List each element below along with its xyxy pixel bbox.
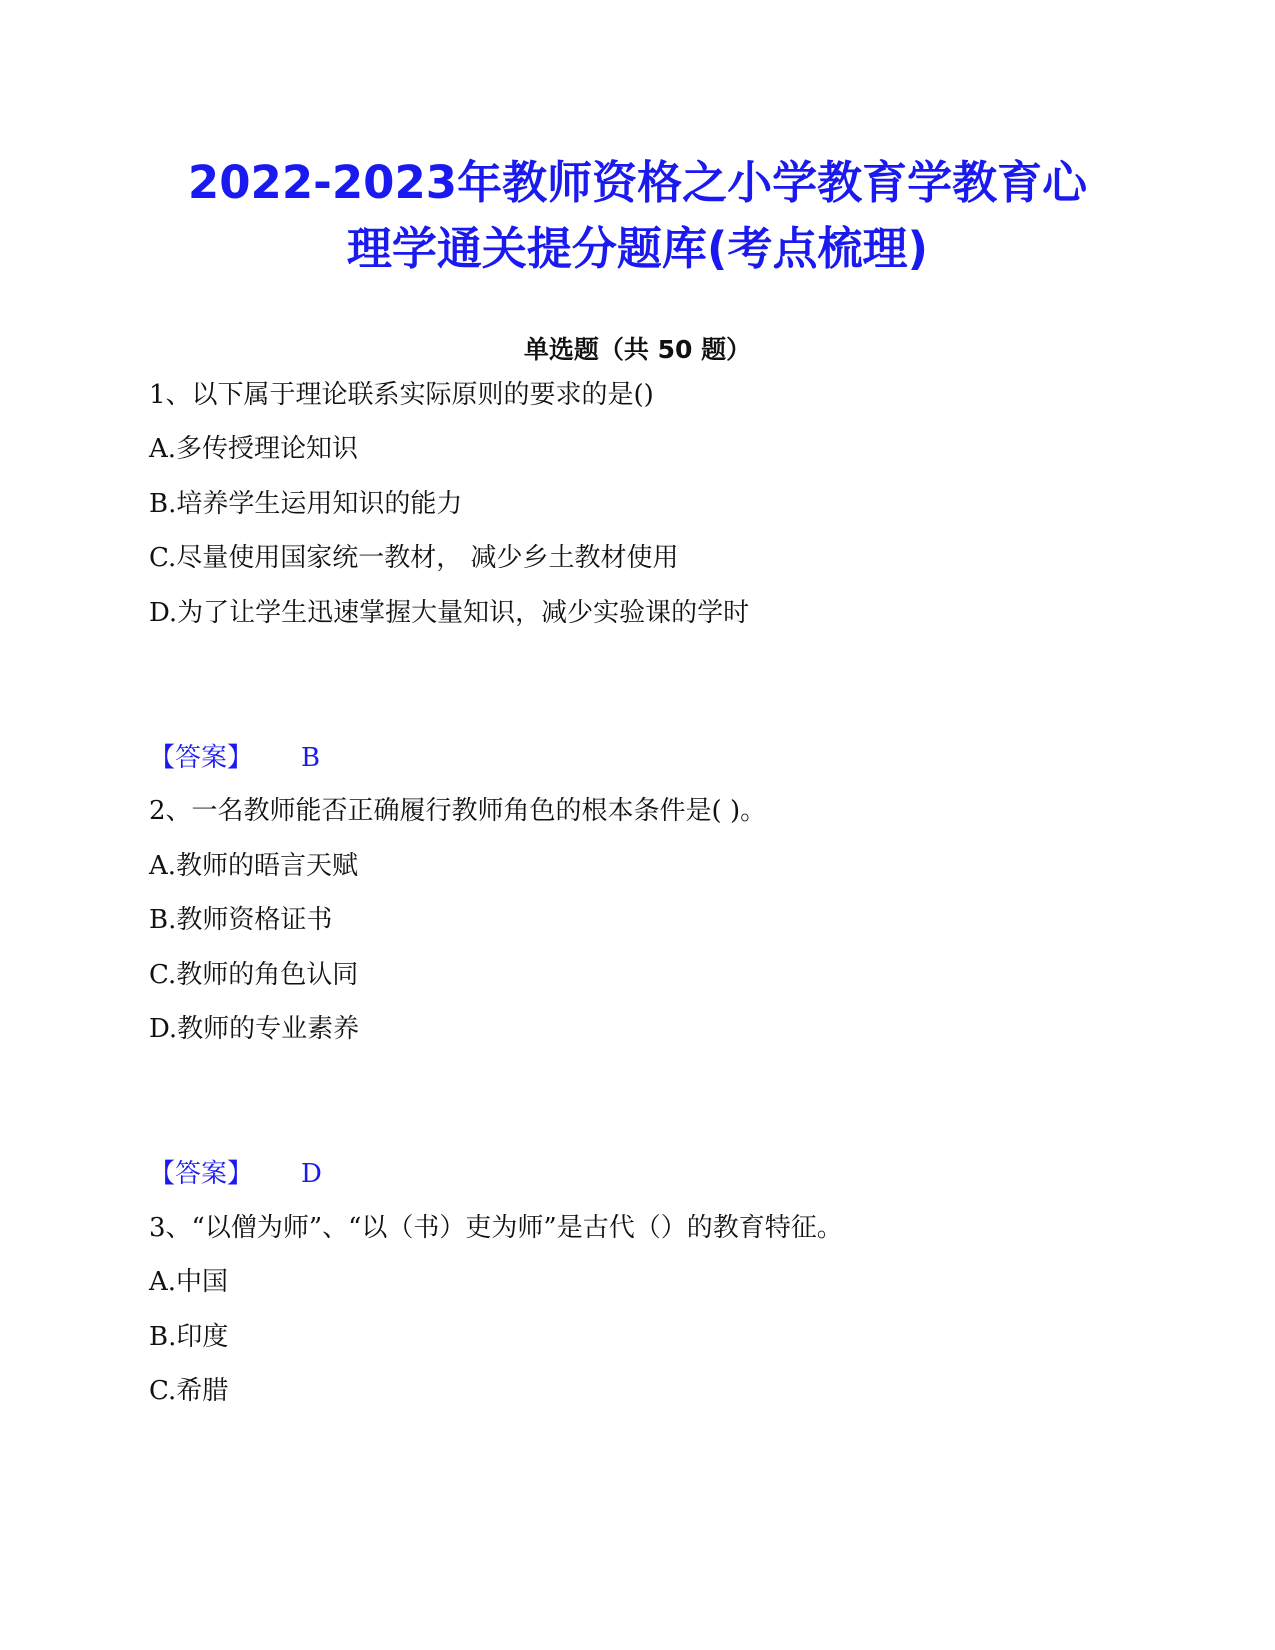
question-3-stem: 3、“以僧为师”、“以（书）吏为师”是古代（）的教育特征。 (149, 1213, 843, 1243)
question-1-stem: 1、以下属于理论联系实际原则的要求的是() (149, 380, 654, 410)
question-2-option-d: D.教师的专业素养 (149, 1014, 360, 1044)
answer-label: 【答案】 (149, 1159, 254, 1189)
question-2-answer (149, 1156, 322, 1192)
question-1-option-d: D.为了让学生迅速掌握大量知识，减少实验课的学时 (149, 598, 750, 628)
question-3-option-b: B.印度 (149, 1322, 229, 1352)
question-1-option-b: B.培养学生运用知识的能力 (149, 489, 463, 519)
section-heading: 单选题（共 50 题） (523, 335, 752, 364)
document-title-line-2: 理学通关提分题库(考点梳理) (346, 222, 929, 275)
question-3-option-c: C.希腊 (149, 1376, 229, 1406)
question-1-option-c: C.尽量使用国家统一教材， 减少乡土教材使用 (149, 543, 679, 573)
question-1-answer (149, 740, 320, 776)
document-title (100, 150, 1175, 282)
document-title-line-1: 2022-2023年教师资格之小学教育学教育心 (187, 156, 1088, 209)
answer-value: D (301, 1159, 322, 1189)
question-2-option-a: A.教师的晤言天赋 (149, 851, 359, 881)
answer-label: 【答案】 (149, 743, 254, 773)
question-1-option-a: A.多传授理论知识 (149, 434, 359, 464)
question-2-stem: 2、一名教师能否正确履行教师角色的根本条件是( )。 (149, 796, 767, 826)
answer-value: B (301, 743, 321, 773)
question-2-option-c: C.教师的角色认同 (149, 960, 359, 990)
question-3-option-a: A.中国 (149, 1267, 229, 1297)
question-2-option-b: B.教师资格证书 (149, 905, 333, 935)
